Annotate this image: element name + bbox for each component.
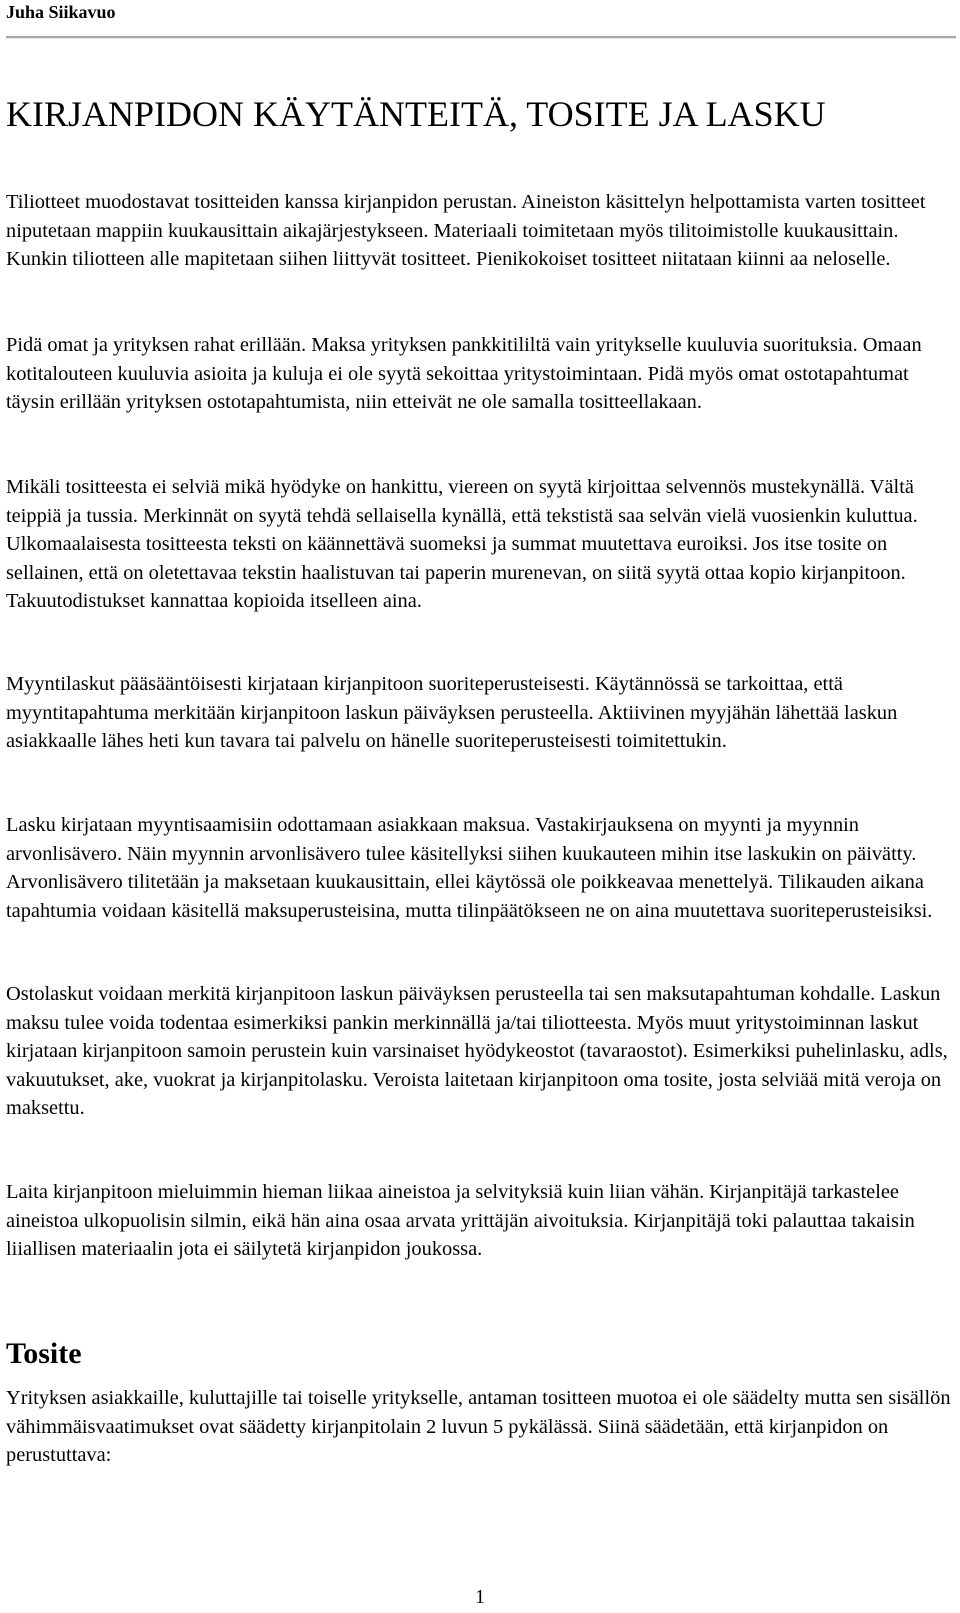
header-divider: [6, 36, 956, 39]
paragraph-myyntilaskut: Myyntilaskut pääsääntöisesti kirjataan kirjanpitoon suoriteperusteisesti. Käytännössä se tarkoittaa, että myyntitapahtuma merkitään kirjanpitoon laskun päiväyksen perusteella. Aktiivinen myyjähän lähettää laskun asiakkaalle lähes heti kun tavara tai palvelu on hänelle suoriteperusteisesti toimitettukin.: [6, 673, 898, 753]
document-title: KIRJANPIDON KÄYTÄNTEITÄ, TOSITE JA LASKU: [6, 94, 826, 134]
page-number: 1: [475, 1586, 485, 1608]
header-author: Juha Siikavuo: [6, 2, 116, 22]
paragraph-tiliotteet: Tiliotteet muodostavat tositteiden kanssa kirjanpidon perustan. Aineiston käsittelyn helpottamista varten tositteet niputetaan mappiin kuukausittain aikajärjestykseen. Materiaali toimitetaan myös tilitoimistolle kuukausittain. Kunkin tiliotteen alle mapitetaan siihen liittyvät tositteet. Pienikokoiset tositteet niitataan kiinni aa neloselle.: [6, 191, 926, 271]
paragraph-lasku-kirjataan: Lasku kirjataan myyntisaamisiin odottamaan asiakkaan maksua. Vastakirjauksena on myynti ja myynnin arvonlisävero. Näin myynnin arvonlisävero tulee käsitellyksi siihen kuukauteen mihin itse laskukin on päivätty. Arvonlisävero tilitetään ja maksetaan kuukausittain, ellei käytössä ole poikkeavaa menettelyä. Tilikauden aikana tapahtumia voidaan käsitellä maksuperusteisina, mutta tilinpäätökseen ne on aina muutettava suoriteperusteisiksi.: [6, 814, 933, 922]
paragraph-selvennos: Mikäli tositteesta ei selviä mikä hyödyke on hankittu, viereen on syytä kirjoittaa selvennös mustekynällä. Vältä teippiä ja tussia. Merkinnät on syytä tehdä sellaisella kynällä, että tekstistä saa selvän vielä vuosienkin kuluttua. Ulkomaalaisesta tositteesta teksti on käännettävä suomeksi ja summat muutettava euroiksi. Jos itse tosite on sellainen, että on oletettavaa tekstin haalistuvan tai paperin murenevan, on siitä syytä ottaa kopio kirjanpitoon. Takuutodistukset kannattaa kopioida itselleen aina.: [6, 476, 918, 613]
section-heading-tosite: Tosite: [6, 1337, 82, 1370]
paragraph-aineisto: Laita kirjanpitoon mieluimmin hieman liikaa aineistoa ja selvityksiä kuin liian vähän. Kirjanpitäjä tarkastelee aineistoa ulkopuolisin silmin, eikä hän aina osaa arvata yrittäjän aivoituksia. Kirjanpitäjä toki palauttaa takaisin liiallisen materiaalin jota ei säilytetä kirjanpidon joukossa.: [6, 1181, 915, 1261]
paragraph-tosite: Yrityksen asiakkaille, kuluttajille tai toiselle yritykselle, antaman tositteen muotoa ei ole säädelty mutta sen sisällön vähimmäisvaatimukset ovat säädetty kirjanpitolain 2 luvun 5 pykälässä. Siinä säädetään, että kirjanpidon on perustuttava:: [6, 1387, 951, 1467]
paragraph-rahat-erillaan: Pidä omat ja yrityksen rahat erillään. Maksa yrityksen pankkitililtä vain yritykselle kuuluvia suorituksia. Omaan kotitalouteen kuuluvia asioita ja kuluja ei ole syytä sekoittaa yritystoimintaan. Pidä myös omat ostotapahtumat täysin erillään yrityksen ostotapahtumista, niin etteivät ne ole samalla tositteellakaan.: [6, 334, 922, 414]
paragraph-ostolaskut: Ostolaskut voidaan merkitä kirjanpitoon laskun päiväyksen perusteella tai sen maksutapahtuman kohdalle. Laskun maksu tulee voida todentaa esimerkiksi pankin merkinnällä ja/tai tiliotteesta. Myös muut yritystoiminnan laskut kirjataan kirjanpitoon samoin perustein kuin varsinaiset hyödykeostot (tavaraostot). Esimerkiksi puhelinlasku, adls, vakuutukset, ake, vuokrat ja kirjanpitolasku. Veroista laitetaan kirjanpitoon oma tosite, josta selviää mitä veroja on maksettu.: [6, 983, 948, 1120]
